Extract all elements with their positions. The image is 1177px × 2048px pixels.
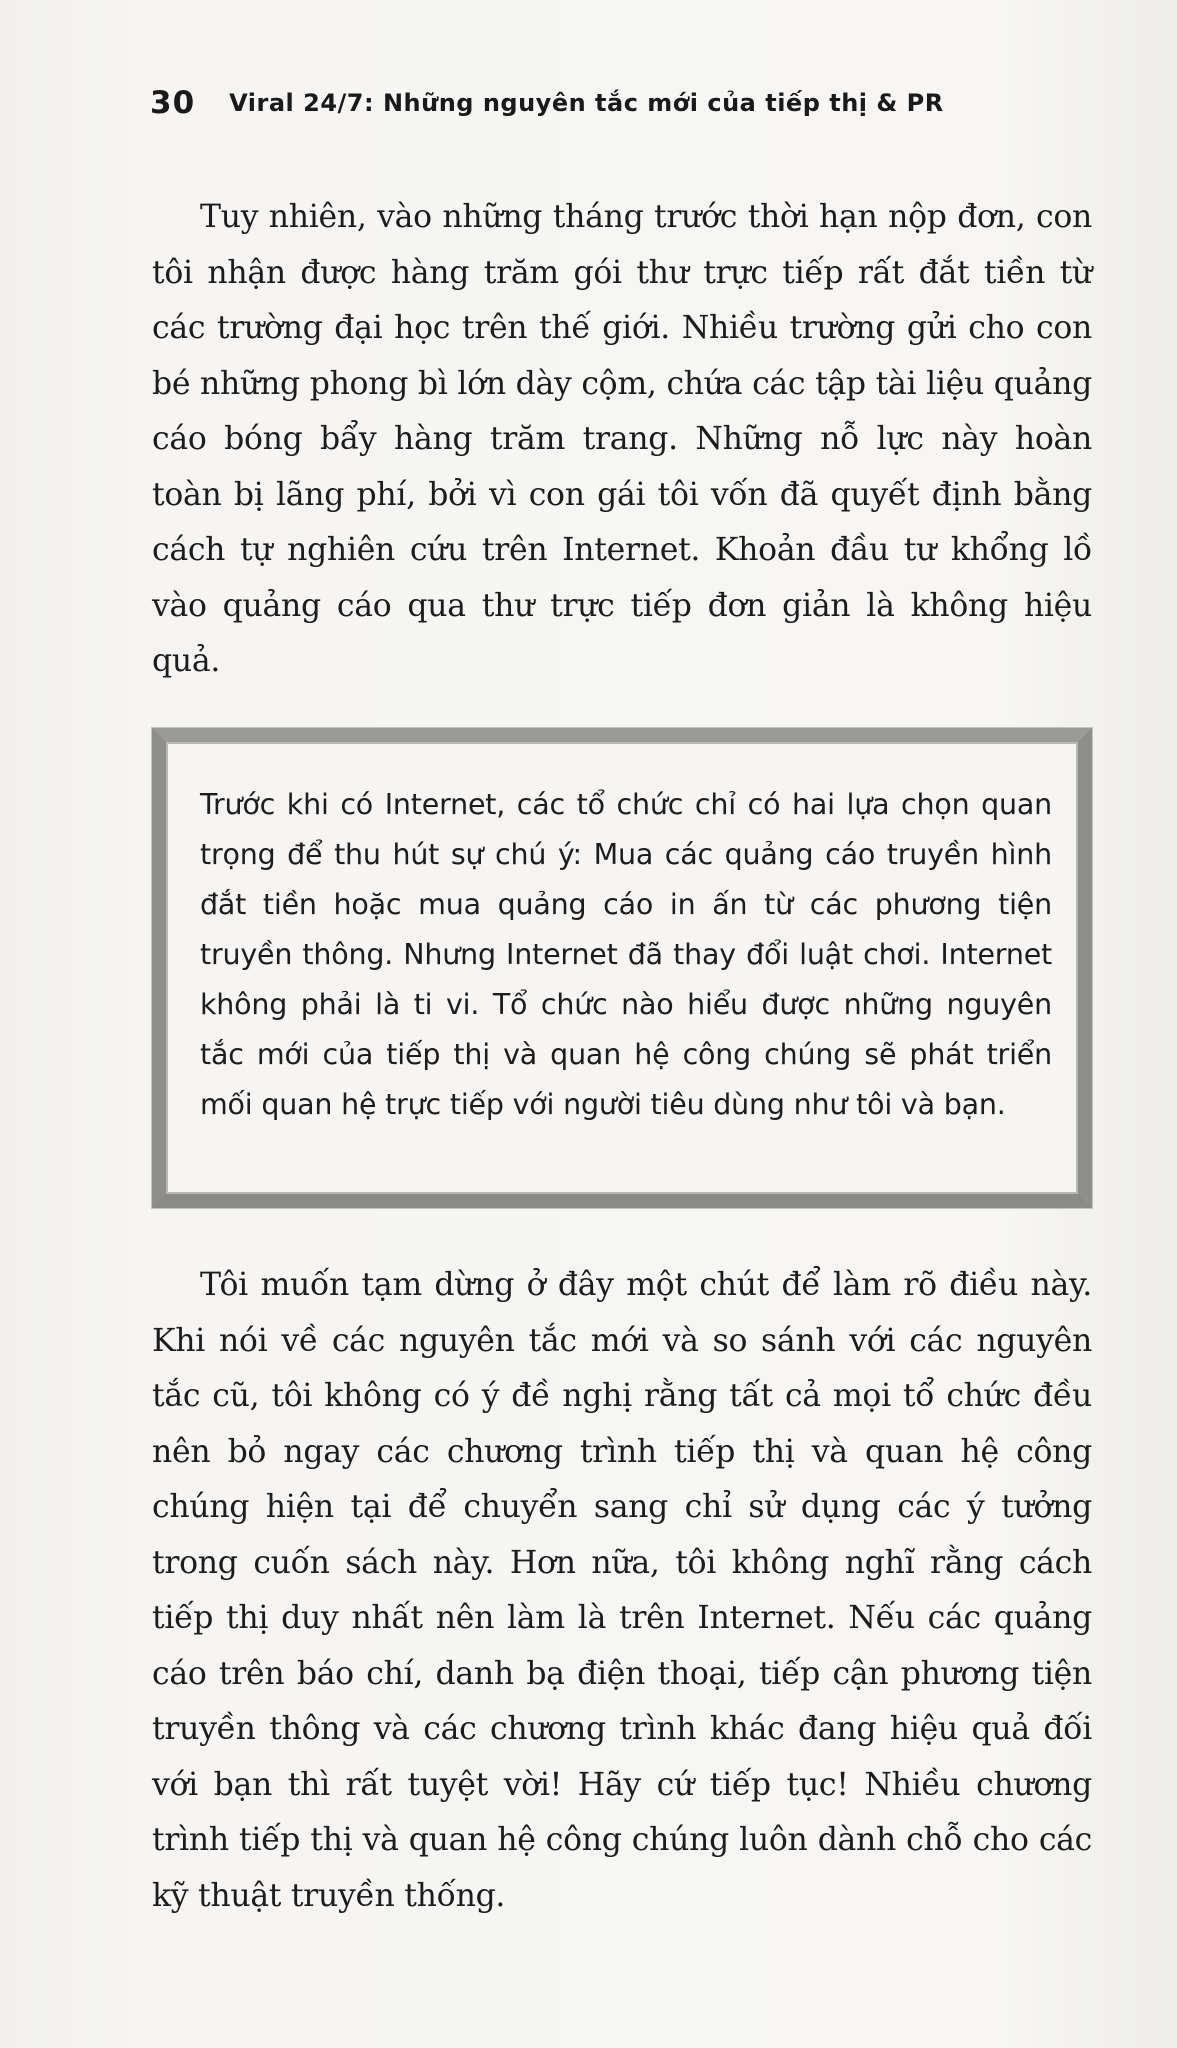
body-paragraph-1: Tuy nhiên, vào những tháng trước thời hạn nộp đơn, con tôi nhận được hàng trăm gói thư trực tiếp rất đắt tiền từ các trường đại học trên thế giới. Nhiều trường gửi cho con bé những phong bì lớn dày cộm, chứa các tập tài liệu quảng cáo bóng bẩy hàng trăm trang. Những nỗ lực này hoàn toàn bị lãng phí, bởi vì con gái tôi vốn đã quyết định bằng cách tự nghiên cứu trên Internet. Khoản đầu tư khổng lồ vào quảng cáo qua thư trực tiếp đơn giản là không hiệu quả. xyxy=(152,199,1092,679)
pull-quote-box xyxy=(152,728,1092,1208)
running-header xyxy=(150,78,944,128)
pull-quote-text: Trước khi có Internet, các tổ chức chỉ có hai lựa chọn quan trọng để thu hút sự chú ý: Mua các quảng cáo truyền hình đắt tiền hoặc mua quảng cáo in ấn từ các phương tiện truyền thông. Nhưng Internet đã thay đổi luật chơi. Internet không phải là ti vi. Tổ chức nào hiểu được những nguyên tắc mới của tiếp thị và quan hệ công chúng sẽ phát triển mối quan hệ trực tiếp với người tiêu dùng như tôi và bạn. xyxy=(200,788,1052,1121)
page-number: 30 xyxy=(150,85,196,121)
book-title: Viral 24/7: Những nguyên tắc mới của tiếp thị & PR xyxy=(229,89,944,117)
body-paragraph-2: Tôi muốn tạm dừng ở đây một chút để làm rõ điều này. Khi nói về các nguyên tắc mới và so sánh với các nguyên tắc cũ, tôi không có ý đề nghị rằng tất cả mọi tổ chức đều nên bỏ ngay các chương trình tiếp thị và quan hệ công chúng hiện tại để chuyển sang chỉ sử dụng các ý tưởng trong cuốn sách này. Hơn nữa, tôi không nghĩ rằng cách tiếp thị duy nhất nên làm là trên Internet. Nếu các quảng cáo trên báo chí, danh bạ điện thoại, tiếp cận phương tiện truyền thông và các chương trình khác đang hiệu quả đối với bạn thì rất tuyệt vời! Hãy cứ tiếp tục! Nhiều chương trình tiếp thị và quan hệ công chúng luôn dành chỗ cho các kỹ thuật truyền thống. xyxy=(152,1267,1092,1914)
